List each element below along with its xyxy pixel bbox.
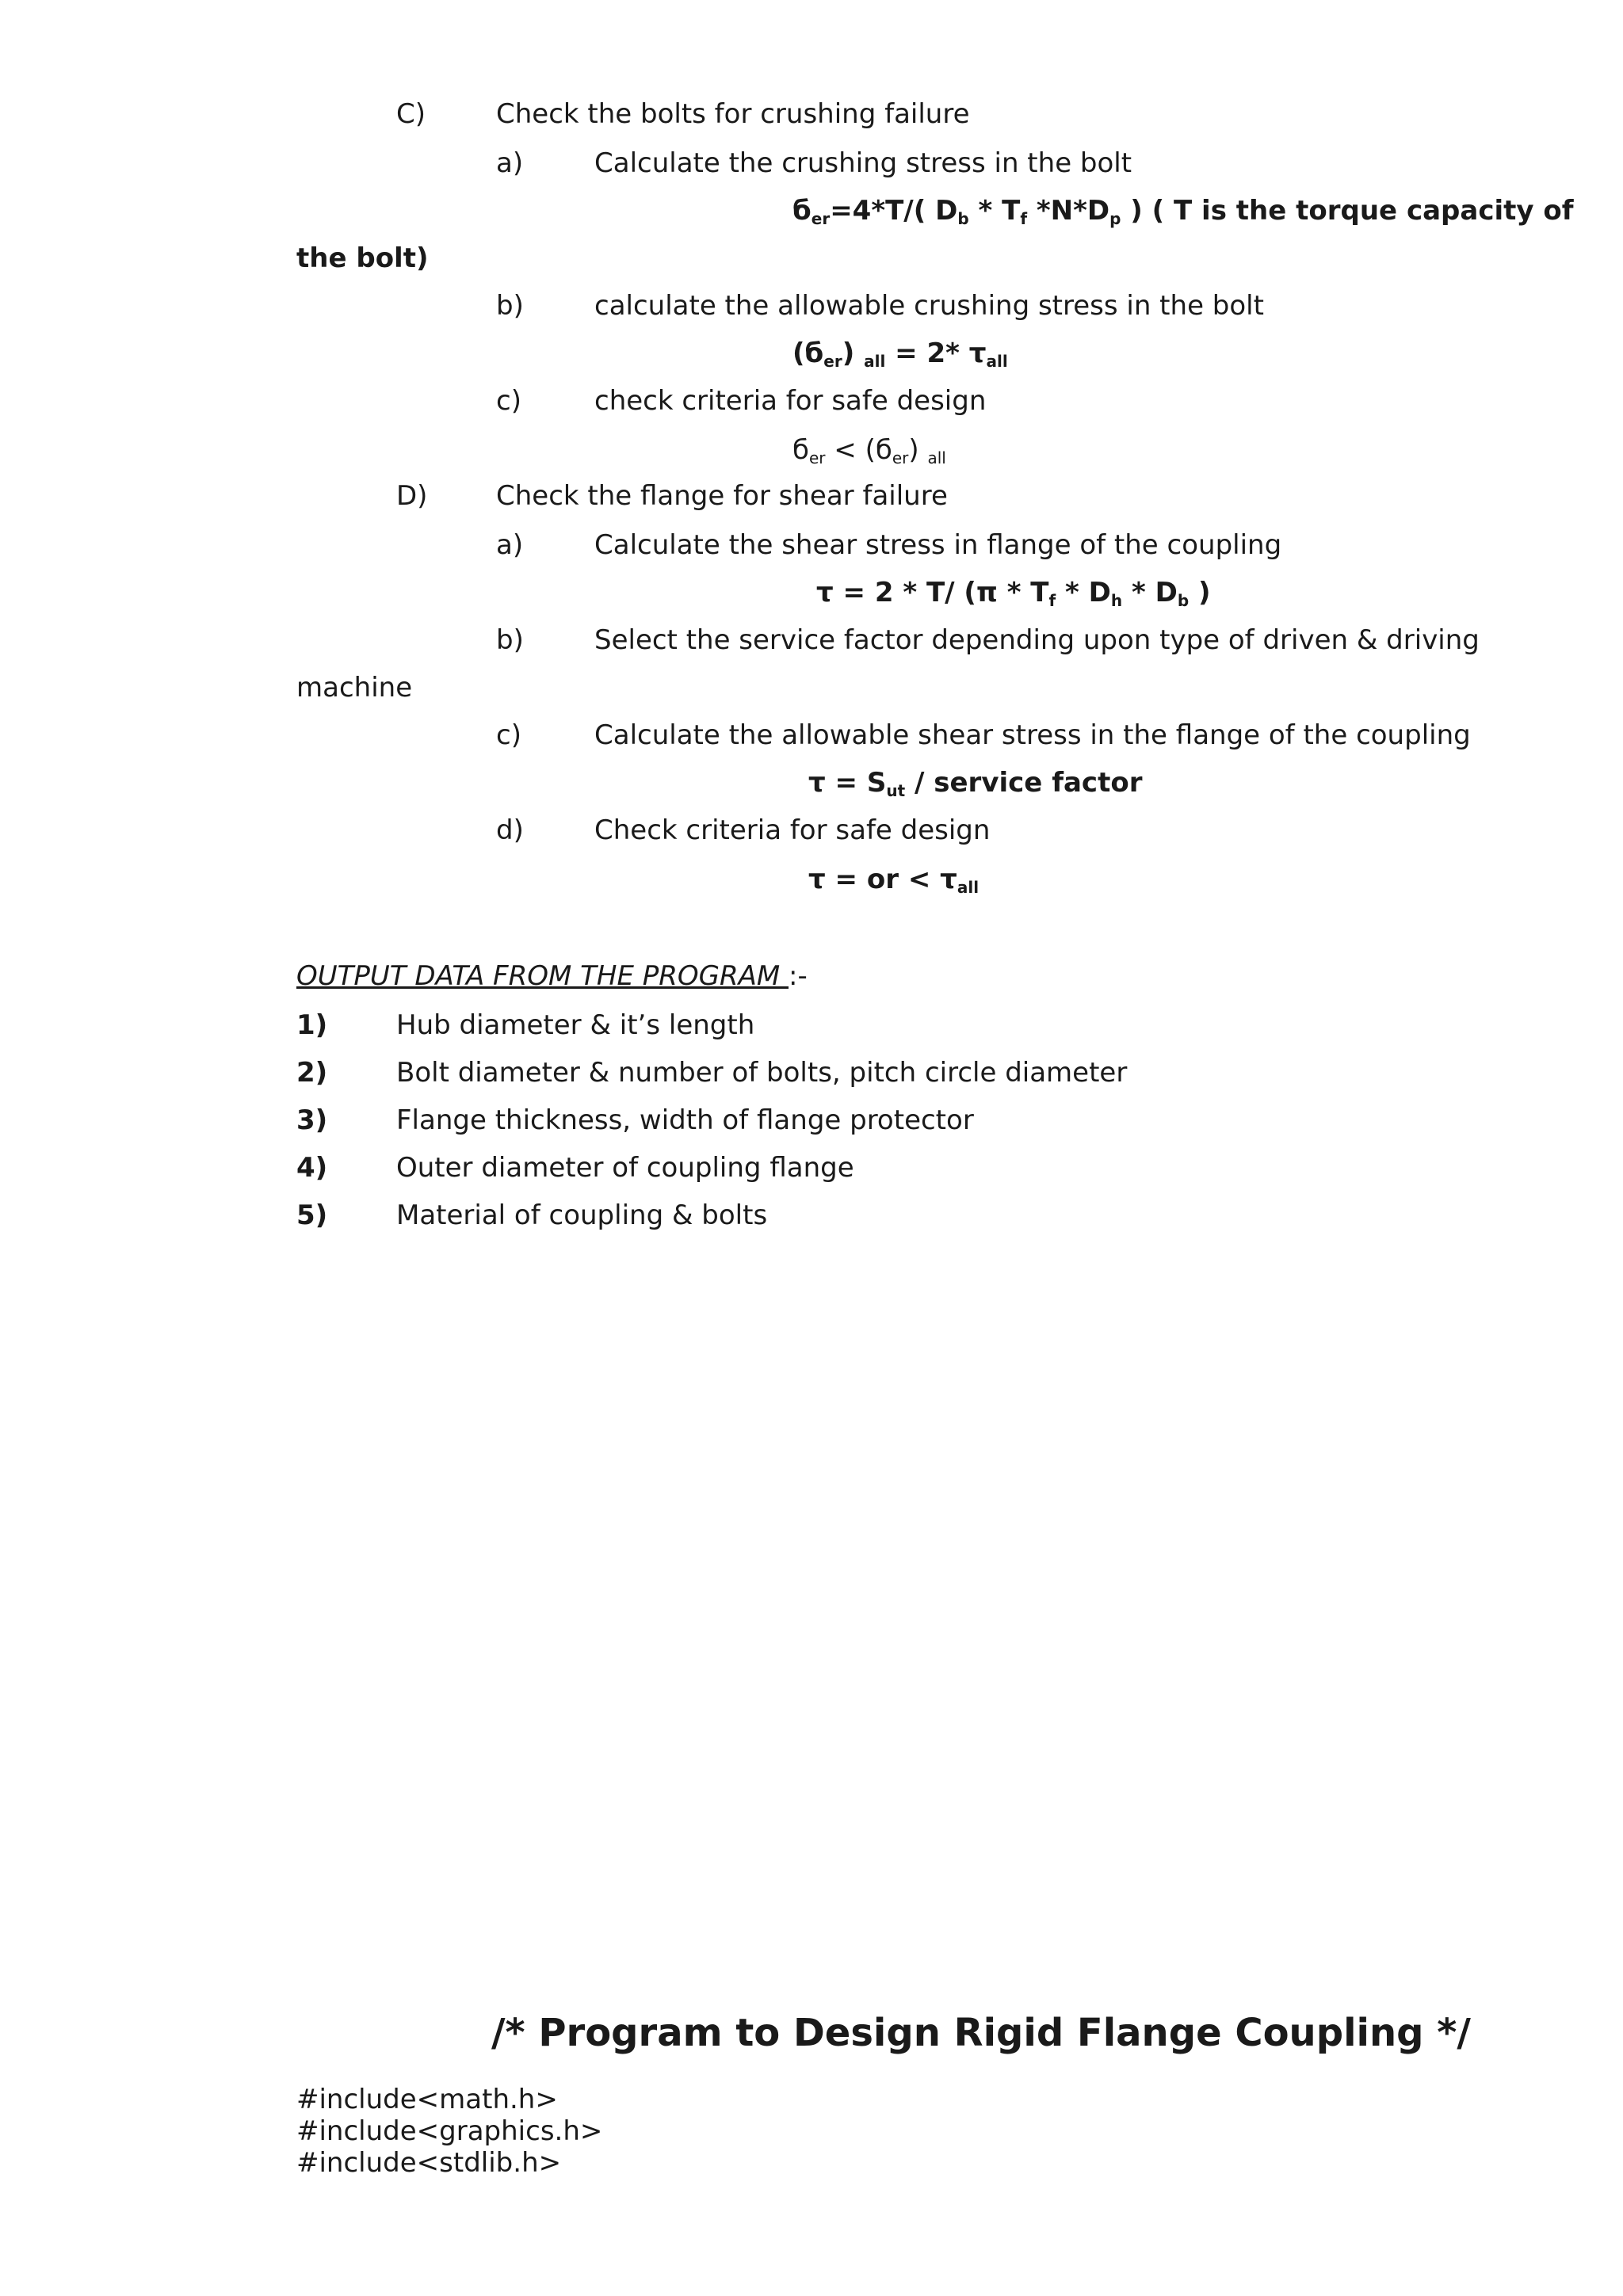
output-item-3: Flange thickness, width of flange protector (396, 1104, 974, 1136)
step-d-b-text: Select the service factor depending upon type of driven & driving (594, 624, 1480, 656)
output-item-4: Outer diameter of coupling flange (396, 1152, 854, 1184)
output-item-5-num: 5) (296, 1199, 328, 1231)
step-d-d-text: Check criteria for safe design (594, 814, 991, 846)
output-item-1: Hub diameter & it’s length (396, 1009, 755, 1041)
step-d-d-marker: d) (496, 814, 524, 846)
shear-criteria-formula: τ = or < $\tau_{all}$ (808, 864, 980, 897)
section-d-marker: D) (396, 480, 428, 512)
step-c-a-text: Calculate the crushing stress in the bolt (594, 147, 1132, 179)
include-line-3: #include<stdlib.h> (296, 2147, 562, 2179)
output-item-4-num: 4) (296, 1152, 328, 1184)
step-c-b-marker: b) (496, 290, 524, 322)
step-d-c-marker: c) (496, 719, 521, 751)
step-d-a-text: Calculate the shear stress in flange of the coupling (594, 529, 1282, 561)
allowable-crushing-formula: $(б_{er}) _{all} = 2*$ $\tau_{all}$ (792, 338, 1008, 371)
output-item-5: Material of coupling & bolts (396, 1199, 768, 1231)
program-title: /* Program to Design Rigid Flange Coupling */ (491, 2011, 1471, 2055)
crushing-stress-formula-continuation: the bolt) (296, 242, 429, 274)
section-d-heading: Check the flange for shear failure (496, 480, 948, 512)
output-item-2: Bolt diameter & number of bolts, pitch circle diameter (396, 1057, 1128, 1089)
step-d-b-continuation: machine (296, 672, 413, 704)
step-d-a-marker: a) (496, 529, 524, 561)
step-c-c-marker: c) (496, 385, 521, 417)
section-c-marker: C) (396, 98, 426, 130)
step-c-a-marker: a) (496, 147, 524, 179)
step-d-b-marker: b) (496, 624, 524, 656)
include-line-2: #include<graphics.h> (296, 2115, 603, 2147)
section-c-heading: Check the bolts for crushing failure (496, 98, 970, 130)
output-item-3-num: 3) (296, 1104, 328, 1136)
crushing-stress-formula: $б_{er}=4*T/$( $D_b * T_f$ $*N*D_p$ ) ( T is the torque capacity of (792, 195, 1574, 228)
include-line-1: #include<math.h> (296, 2084, 558, 2115)
output-item-1-num: 1) (296, 1009, 328, 1041)
step-d-c-text: Calculate the allowable shear stress in the flange of the coupling (594, 719, 1471, 751)
flange-shear-formula: τ = 2 * T/ ($\pi * T_f * D_h * D_b$ ) (816, 577, 1211, 610)
output-heading: OUTPUT DATA FROM THE PROGRAM :- (296, 960, 808, 992)
output-item-2-num: 2) (296, 1057, 328, 1089)
crushing-criteria-formula: $б_{er} < (б_{er})$ $_{all}$ (792, 434, 946, 467)
step-c-c-text: check criteria for safe design (594, 385, 987, 417)
step-c-b-text: calculate the allowable crushing stress in the bolt (594, 290, 1264, 322)
allowable-shear-formula: $\tau = S_{ut}$ / service factor (808, 767, 1143, 800)
